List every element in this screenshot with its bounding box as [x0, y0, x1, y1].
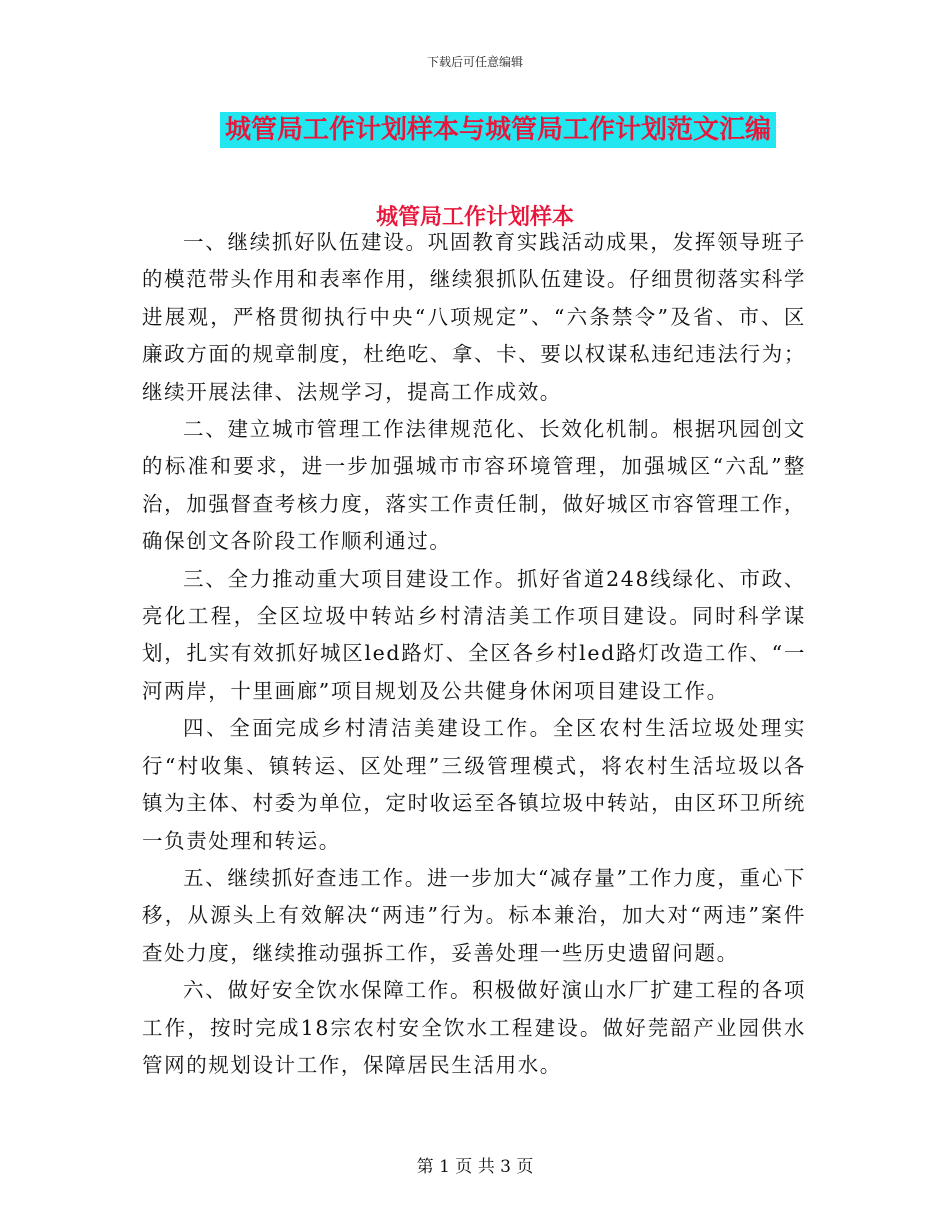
paragraph-1: 一、继续抓好队伍建设。巩固教育实践活动成果，发挥领导班子的模范带头作用和表率作用，继续狠抓队伍建设。仔细贯彻落实科学进展观，严格贯彻执行中央“八项规定”、“六条禁令”及省、市、区廉政方面的规章制度，杜绝吃、拿、卡、要以权谋私违纪违法行为；继续开展法律、法规学习，提高工作成效。 [142, 230, 806, 404]
page-footer [0, 1152, 950, 1177]
page-number-label: 第 1 页 共 3 页 [416, 1157, 534, 1177]
section-title: 城管局工作计划样本 [375, 204, 574, 230]
document-body [142, 224, 806, 1084]
document-title: 城管局工作计划样本与城管局工作计划范文汇编 [224, 115, 771, 145]
document-title-highlight [220, 112, 776, 148]
paragraph-6: 六、做好安全饮水保障工作。积极做好演山水厂扩建工程的各项工作，按时完成18宗农村安全饮水工程建设。做好莞韶产业园供水管网的规划设计工作，保障居民生活用水。 [142, 978, 806, 1077]
header-note: 下载后可任意编辑 [426, 55, 523, 69]
paragraph-2: 二、建立城市管理工作法律规范化、长效化机制。根据巩园创文的标准和要求，进一步加强城市市容环境管理，加强城区“六乱”整治，加强督查考核力度，落实工作责任制，做好城区市容管理工作，确保创文各阶段工作顺利通过。 [142, 417, 806, 554]
paragraph-5: 五、继续抓好查违工作。进一步加大“减存量”工作力度，重心下移，从源头上有效解决“两违”行为。标本兼治，加大对“两违”案件查处力度，继续推动强拆工作，妥善处理一些历史遗留问题。 [142, 865, 806, 965]
paragraph-4: 四、全面完成乡村清洁美建设工作。全区农村生活垃圾处理实行“村收集、镇转运、区处理”三级管理模式，将农村生活垃圾以各镇为主体、村委为单位，定时收运至各镇垃圾中转站，由区环卫所统一负责处理和转运。 [142, 716, 806, 853]
paragraph-3: 三、全力推动重大项目建设工作。抓好省道248线绿化、市政、亮化工程，全区垃圾中转站乡村清洁美工作项目建设。同时科学谋划，扎实有效抓好城区led路灯、全区各乡村led路灯改造工作、“一河两岸，十里画廊”项目规划及公共健身休闲项目建设工作。 [142, 566, 806, 703]
